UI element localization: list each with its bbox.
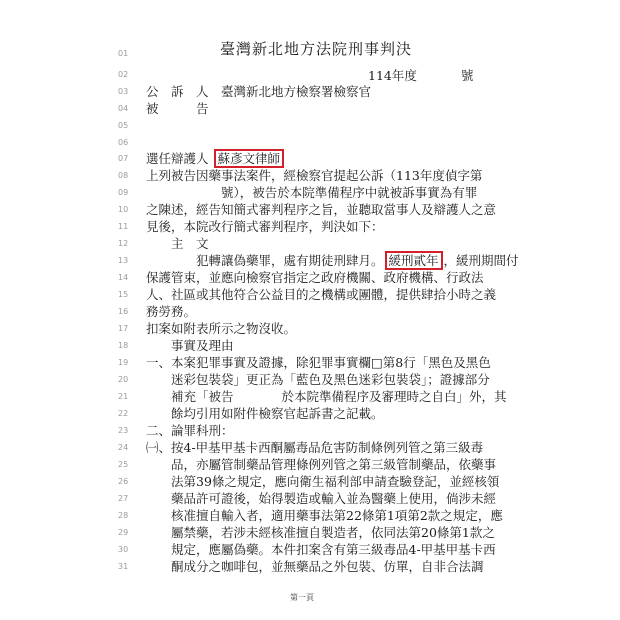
text-line-11: 見後，本院改行簡式審判程序，判決如下： (146, 219, 384, 234)
text-line-31: 酮成分之咖啡包，並無藥品之外包裝、仿單，自非合法調 (171, 559, 484, 574)
defendant-line (146, 101, 586, 117)
prosecutor-name: 臺灣新北地方檢察署檢察官 (221, 84, 372, 99)
line-number: 31 (118, 562, 129, 571)
line-number: 19 (118, 358, 129, 367)
line-number: 29 (118, 528, 129, 537)
line-number: 08 (118, 171, 129, 180)
section-heading-facts: 事實及理由 (171, 338, 234, 353)
text-line-20: 迷彩包裝袋」更正為「藍色及黑色迷彩包裝袋」；證據部分 (171, 372, 490, 387)
text-line-26: 法第39條之規定，應向衛生福利部申請查驗登記，並經核領 (171, 474, 500, 489)
line-number: 24 (118, 443, 129, 452)
text-line-21b: 於本院準備程序及審理時之自白」外，其 (281, 389, 507, 404)
line-number: 02 (118, 70, 129, 79)
text-line-27: 藥品許可證後，始得製造或輸入並為醫藥上使用，倘涉未經 (171, 491, 497, 506)
case-number: 114年度 (368, 68, 417, 83)
line-number: 25 (118, 460, 129, 469)
text-line-21a: 補充「被告 (171, 389, 234, 404)
text-line-16: 務勞務。 (146, 304, 197, 319)
line-number: 21 (118, 392, 129, 401)
text-line-19: 一、本案犯罪事實及證據，除犯罪事實欄□第8行「黑色及黑色 (146, 355, 491, 370)
text-line-13 (196, 253, 620, 269)
sentence-text-cont: ，緩刑期間付 (443, 253, 519, 268)
line-number: 28 (118, 511, 129, 520)
line-number: 17 (118, 324, 129, 333)
line-number: 01 (118, 49, 129, 58)
text-line-24: ㈠、按4-甲基甲基卡西酮屬毒品危害防制條例列管之第三級毒 (146, 440, 484, 455)
line-number: 10 (118, 205, 129, 214)
line-number: 07 (118, 154, 129, 163)
counsel-line (146, 151, 586, 167)
text-line-17: 扣案如附表所示之物沒收。 (146, 321, 297, 336)
line-number: 03 (118, 87, 129, 96)
text-line-29: 屬禁藥，若涉未經核准擅自製造者，依同法第20條第1款之 (171, 525, 495, 540)
line-number: 20 (118, 375, 129, 384)
redacted-line (146, 135, 586, 151)
text-line-22: 餘均引用如附件檢察官起訴書之記載。 (171, 406, 384, 421)
line-number: 13 (118, 256, 129, 265)
text-line-30: 規定，應屬偽藥。本件扣案含有第三級毒品4-甲基甲基卡西 (171, 542, 496, 557)
line-number: 05 (118, 121, 129, 130)
prosecutor-label: 公 訴 人 (146, 84, 209, 99)
text-line-15: 人、社區或其他符合公益目的之機構或團體，提供肆拾小時之義 (146, 287, 497, 302)
line-number: 27 (118, 494, 129, 503)
text-line-25: 品，亦屬管制藥品管理條例列管之第三級管制藥品，依藥事 (171, 457, 497, 472)
probation-highlight: 緩刑貳年 (385, 251, 443, 270)
defendant-label: 被 告 (146, 101, 209, 116)
counsel-name-highlight: 蘇彥文律師 (214, 149, 285, 168)
line-number: 26 (118, 477, 129, 486)
document-title: 臺灣新北地方法院刑事判決 (220, 40, 413, 58)
text-line-21 (171, 389, 611, 405)
line-number: 06 (118, 138, 129, 147)
text-line-10: 之陳述，經告知簡式審判程序之旨，並聽取當事人及辯護人之意 (146, 202, 497, 217)
text-line-28: 核准擅自輸入者，適用藥事法第22條第1項第2款之規定，應 (171, 508, 503, 523)
text-line-14: 保護管束，並應向檢察官指定之政府機關、政府機構、行政法 (146, 270, 484, 285)
line-number: 18 (118, 341, 129, 350)
prosecutor-line (146, 84, 586, 100)
redacted-line (146, 118, 586, 134)
line-number: 23 (118, 426, 129, 435)
line-number: 22 (118, 409, 129, 418)
line-number: 15 (118, 290, 129, 299)
line-number: 04 (118, 104, 129, 113)
section-heading-main: 主 文 (171, 236, 209, 251)
sentence-text: 犯轉讓偽藥罪，處有期徒刑肆月。 (196, 253, 384, 268)
line-number: 12 (118, 239, 129, 248)
text-line-08: 上列被告因藥事法案件，經檢察官提起公訴（113年度偵字第 (146, 168, 483, 183)
line-number: 30 (118, 545, 129, 554)
line-number: 11 (118, 222, 129, 231)
case-number-suffix: 號 (461, 68, 474, 83)
counsel-label: 選任辯護人 (146, 151, 209, 166)
section-heading-sentencing: 二、論罪科刑： (146, 423, 234, 438)
text-line-09: 號），被告於本院準備程序中就被訴事實為有罪 (221, 185, 478, 200)
line-number: 16 (118, 307, 129, 316)
line-number: 09 (118, 188, 129, 197)
page-footer: 第一頁 (290, 593, 314, 602)
line-number: 14 (118, 273, 129, 282)
